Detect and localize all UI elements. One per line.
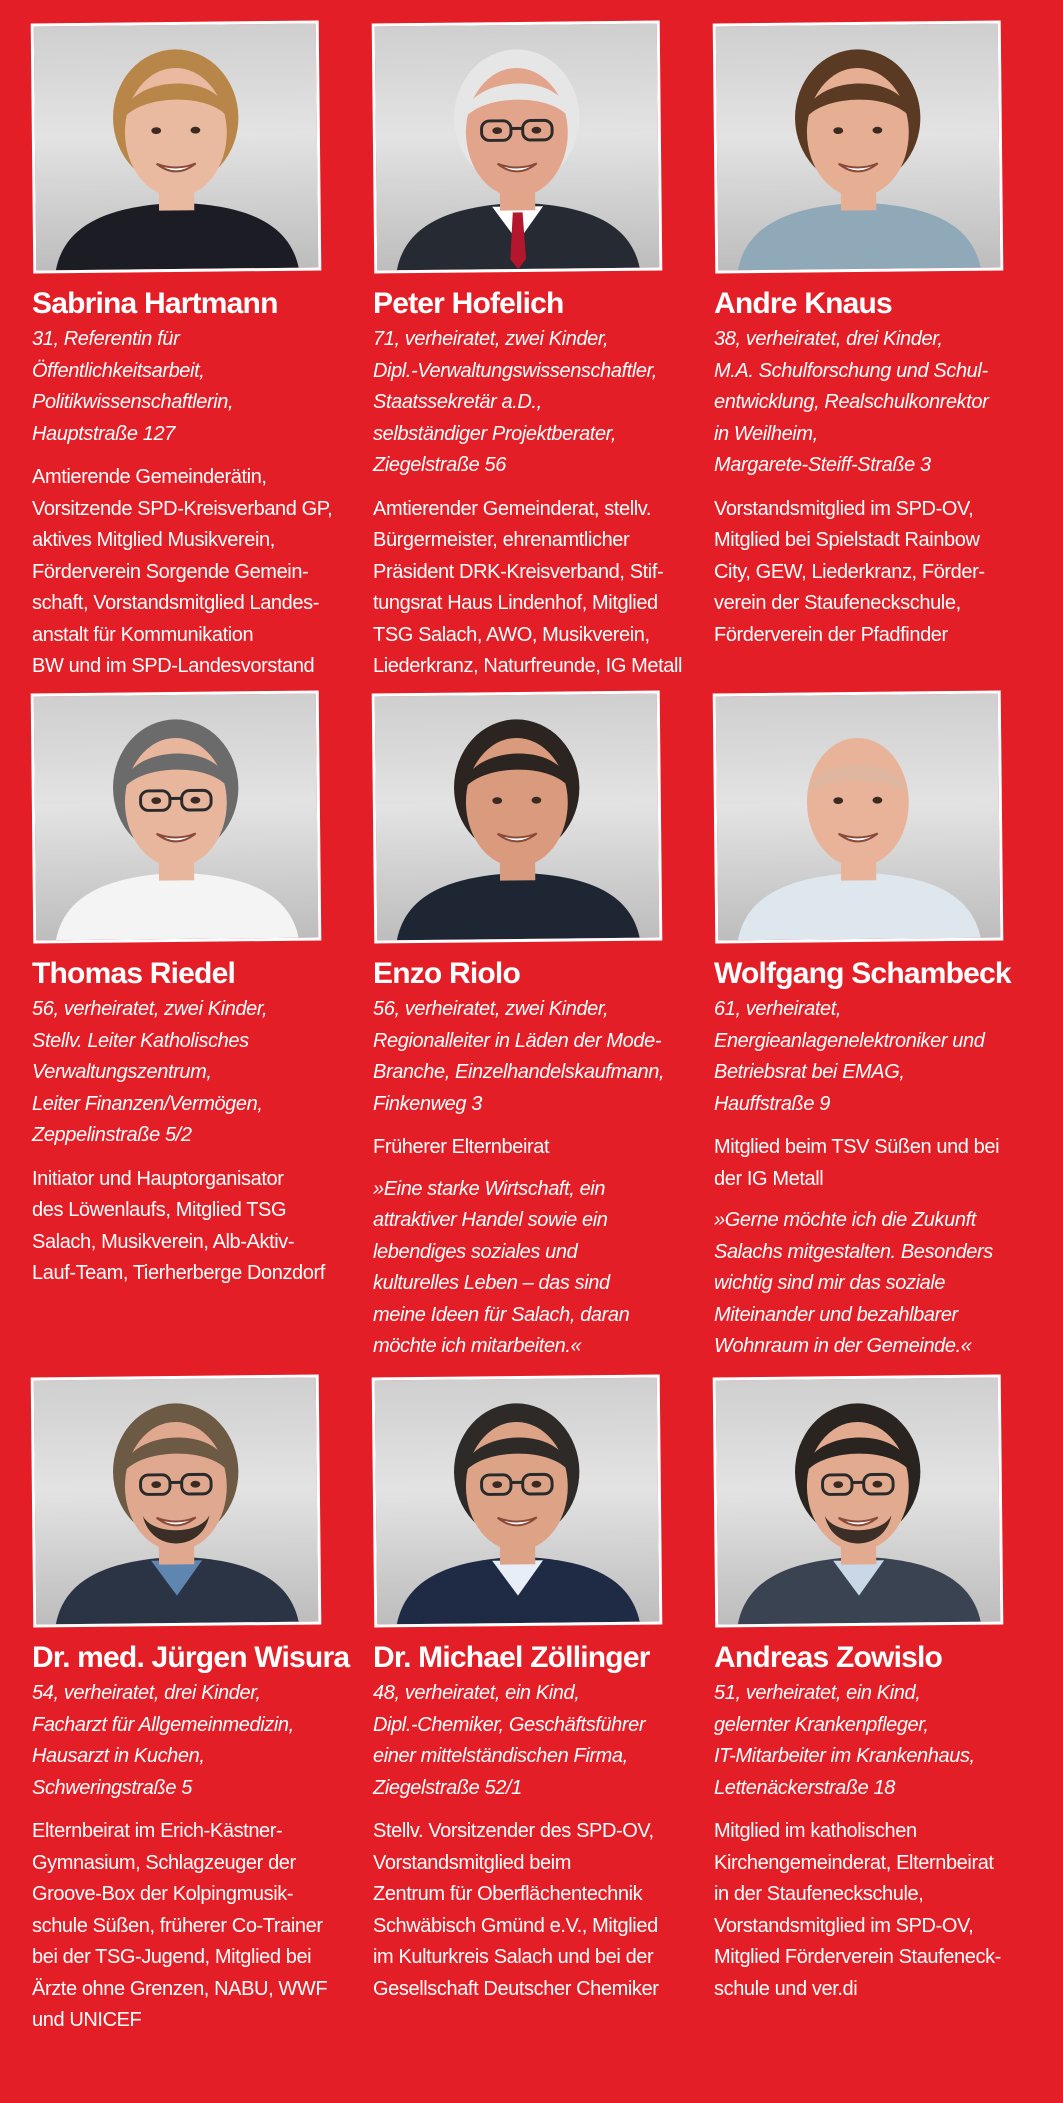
candidate-bio	[373, 1132, 714, 1164]
candidate-photo	[31, 1374, 322, 1627]
candidate-photo	[31, 690, 322, 943]
candidate-grid	[32, 22, 1042, 2076]
details-line: Zeppelinstraße 5/2	[32, 1124, 192, 1146]
bio-line: Vorstandsmitglied beim	[373, 1851, 571, 1874]
details-line: Leiter Finanzen/Vermögen,	[32, 1092, 263, 1115]
bio-line: schule Süßen, früherer Co-Trainer	[32, 1914, 323, 1937]
candidate-card	[714, 22, 1042, 692]
bio-line: Förderverein der Pfadfinder	[714, 623, 948, 646]
quote-line: Wohnraum in der Gemeinde.«	[714, 1335, 972, 1357]
candidate-details	[373, 1678, 714, 1804]
bio-line: BW und im SPD-Landesvorstand	[32, 655, 315, 677]
bio-line: Mitglied beim TSV Süßen und bei	[714, 1136, 1000, 1158]
details-line: Stellv. Leiter Katholisches	[32, 1029, 249, 1052]
candidate-name: Dr. med. Jürgen Wisura	[32, 1641, 350, 1674]
candidate-name: Wolfgang Schambeck	[714, 957, 1011, 990]
candidate-name: Thomas Riedel	[32, 957, 235, 990]
quote-line: »Eine starke Wirtschaft, ein	[373, 1177, 606, 1200]
bio-line: Bürgermeister, ehrenamtlicher	[373, 529, 630, 551]
candidate-card	[32, 22, 373, 692]
bio-line: der IG Metall	[714, 1167, 824, 1190]
candidate-photo	[713, 1374, 1004, 1627]
bio-line: Förderverein Sorgende Gemein-	[32, 560, 309, 583]
portrait-illustration	[34, 1378, 319, 1625]
candidate-name: Andreas Zowislo	[714, 1641, 943, 1674]
bio-line: Präsident DRK-Kreisverband, Stif-	[373, 560, 664, 583]
candidate-details	[32, 324, 373, 450]
details-line: 31, Referentin für	[32, 328, 180, 350]
details-line: 56, verheiratet, zwei Kinder,	[32, 998, 268, 1020]
bio-line: schaft, Vorstandsmitglied Landes-	[32, 592, 319, 614]
bio-line: Schwäbisch Gmünd e.V., Mitglied	[373, 1914, 658, 1937]
bio-line: und UNICEF	[32, 2009, 142, 2031]
bio-line: Liederkranz, Naturfreunde, IG Metall	[373, 655, 683, 677]
details-line: M.A. Schulforschung und Schul-	[714, 359, 988, 382]
candidate-name: Peter Hofelich	[373, 287, 564, 320]
bio-line: im Kulturkreis Salach und bei der	[373, 1946, 654, 1968]
details-line: Hauffstraße 9	[714, 1092, 830, 1115]
bio-line: Vorsitzende SPD-Kreisverband GP,	[32, 497, 333, 520]
quote-line: »Gerne möchte ich die Zukunft	[714, 1209, 976, 1231]
details-line: Verwaltungszentrum,	[32, 1061, 212, 1083]
bio-line: verein der Staufeneckschule,	[714, 592, 961, 614]
bio-line: bei der TSG-Jugend, Mitglied bei	[32, 1946, 312, 1968]
candidate-name: Enzo Riolo	[373, 957, 520, 990]
details-line: Schweringstraße 5	[32, 1776, 192, 1799]
candidate-details	[714, 1678, 1042, 1804]
portrait-illustration	[375, 694, 660, 941]
candidate-bio	[32, 1816, 373, 2037]
details-line: Facharzt für Allgemeinmedizin,	[32, 1713, 294, 1736]
bio-line: Mitglied bei Spielstadt Rainbow	[714, 529, 980, 551]
portrait-illustration	[375, 24, 660, 271]
bio-line: Stellv. Vorsitzender des SPD-OV,	[373, 1820, 654, 1842]
candidate-bio	[373, 494, 714, 683]
bio-line: Groove-Box der Kolpingmusik-	[32, 1883, 294, 1905]
details-line: 51, verheiratet, ein Kind,	[714, 1682, 921, 1704]
details-line: Margarete-Steiff-Straße 3	[714, 454, 931, 476]
quote-line: kulturelles Leben – das sind	[373, 1272, 610, 1294]
details-line: 61, verheiratet,	[714, 998, 842, 1020]
bio-line: Ärzte ohne Grenzen, NABU, WWF	[32, 1977, 328, 2000]
candidate-details	[32, 1678, 373, 1804]
candidate-details	[714, 324, 1042, 482]
portrait-illustration	[375, 1378, 660, 1625]
bio-line: City, GEW, Liederkranz, Förder-	[714, 560, 985, 583]
bio-line: Früherer Elternbeirat	[373, 1136, 550, 1158]
bio-line: tungsrat Haus Lindenhof, Mitglied	[373, 592, 658, 614]
bio-line: Gesellschaft Deutscher Chemiker	[373, 1977, 659, 2000]
candidate-card	[373, 22, 714, 692]
details-line: Staatssekretär a.D.,	[373, 391, 542, 413]
candidate-bio	[714, 1132, 1042, 1195]
details-line: Ziegelstraße 52/1	[373, 1776, 522, 1799]
candidate-bio	[32, 1164, 373, 1290]
candidate-photo	[372, 1374, 663, 1627]
candidate-photo	[372, 20, 663, 273]
bio-line: Zentrum für Oberflächentechnik	[373, 1883, 643, 1905]
details-line: Energieanlagenelektroniker und	[714, 1029, 985, 1052]
bio-line: Amtierender Gemeinderat, stellv.	[373, 497, 652, 520]
quote-line: wichtig sind mir das soziale	[714, 1272, 946, 1294]
candidate-photo	[713, 20, 1004, 273]
portrait-illustration	[716, 1378, 1001, 1625]
candidate-photo	[31, 20, 322, 273]
candidate-name: Dr. Michael Zöllinger	[373, 1641, 650, 1674]
bio-line: des Löwenlaufs, Mitglied TSG	[32, 1199, 287, 1221]
candidate-quote	[714, 1205, 1042, 1363]
details-line: Hauptstraße 127	[32, 422, 175, 445]
details-line: gelernter Krankenpfleger,	[714, 1713, 929, 1736]
candidate-name: Sabrina Hartmann	[32, 287, 278, 320]
candidate-photo	[713, 690, 1004, 943]
bio-line: Vorstandsmitglied im SPD-OV,	[714, 497, 974, 520]
candidate-details	[714, 994, 1042, 1120]
details-line: Branche, Einzelhandelskaufmann,	[373, 1061, 665, 1083]
quote-line: meine Ideen für Salach, daran	[373, 1303, 630, 1326]
details-line: 48, verheiratet, ein Kind,	[373, 1682, 580, 1704]
candidate-card	[32, 1376, 373, 2076]
quote-line: Miteinander und bezahlbarer	[714, 1303, 958, 1326]
bio-line: TSG Salach, AWO, Musikverein,	[373, 623, 650, 646]
candidate-details	[373, 324, 714, 482]
details-line: Ziegelstraße 56	[373, 454, 506, 476]
candidate-quote	[373, 1174, 714, 1363]
candidate-card	[32, 692, 373, 1376]
bio-line: Elternbeirat im Erich-Kästner-	[32, 1820, 283, 1842]
details-line: 54, verheiratet, drei Kinder,	[32, 1682, 261, 1704]
details-line: in Weilheim,	[714, 422, 818, 445]
candidate-bio	[32, 462, 373, 683]
bio-line: Salach, Musikverein, Alb-Aktiv-	[32, 1230, 295, 1253]
details-line: entwicklung, Realschulkonrektor	[714, 391, 989, 413]
details-line: Hausarzt in Kuchen,	[32, 1745, 205, 1767]
candidate-bio	[714, 494, 1042, 652]
quote-line: möchte ich mitarbeiten.«	[373, 1335, 582, 1357]
candidate-photo	[372, 690, 663, 943]
bio-line: anstalt für Kommunikation	[32, 623, 254, 646]
bio-line: Amtierende Gemeinderätin,	[32, 466, 267, 488]
details-line: selbständiger Projektberater,	[373, 422, 616, 445]
candidate-card	[373, 1376, 714, 2076]
candidate-card	[714, 692, 1042, 1376]
bio-line: Mitglied im katholischen	[714, 1820, 917, 1842]
details-line: 56, verheiratet, zwei Kinder,	[373, 998, 609, 1020]
details-line: Politikwissenschaftlerin,	[32, 391, 234, 413]
candidate-bio	[714, 1816, 1042, 2005]
details-line: Betriebsrat bei EMAG,	[714, 1061, 905, 1083]
bio-line: Gymnasium, Schlagzeuger der	[32, 1851, 296, 1874]
portrait-illustration	[34, 24, 319, 271]
details-line: Dipl.-Verwaltungswissenschaftler,	[373, 359, 657, 382]
details-line: 38, verheiratet, drei Kinder,	[714, 328, 943, 350]
candidate-details	[373, 994, 714, 1120]
details-line: Lettenäckerstraße 18	[714, 1776, 895, 1799]
bio-line: Lauf-Team, Tierherberge Donzdorf	[32, 1262, 325, 1284]
quote-line: attraktiver Handel sowie ein	[373, 1209, 608, 1231]
quote-line: Salachs mitgestalten. Besonders	[714, 1240, 993, 1263]
bio-line: in der Staufeneckschule,	[714, 1883, 924, 1905]
bio-line: aktives Mitglied Musikverein,	[32, 529, 275, 551]
portrait-illustration	[716, 24, 1001, 271]
bio-line: Mitglied Förderverein Staufeneck-	[714, 1946, 1001, 1968]
bio-line: schule und ver.di	[714, 1977, 858, 2000]
candidate-name: Andre Knaus	[714, 287, 892, 320]
details-line: 71, verheiratet, zwei Kinder,	[373, 328, 609, 350]
candidate-card	[373, 692, 714, 1376]
candidate-bio	[373, 1816, 714, 2005]
candidate-details	[32, 994, 373, 1152]
portrait-illustration	[34, 694, 319, 941]
bio-line: Vorstandsmitglied im SPD-OV,	[714, 1914, 974, 1937]
bio-line: Kirchengemeinderat, Elternbeirat	[714, 1851, 994, 1874]
details-line: einer mittelständischen Firma,	[373, 1745, 628, 1767]
bio-line: Initiator und Hauptorganisator	[32, 1167, 284, 1190]
details-line: Öffentlichkeitsarbeit,	[32, 359, 205, 382]
details-line: IT-Mitarbeiter im Krankenhaus,	[714, 1745, 975, 1767]
candidate-card	[714, 1376, 1042, 2076]
quote-line: lebendiges soziales und	[373, 1240, 578, 1263]
details-line: Regionalleiter in Läden der Mode-	[373, 1029, 662, 1052]
details-line: Finkenweg 3	[373, 1092, 482, 1115]
portrait-illustration	[716, 694, 1001, 941]
details-line: Dipl.-Chemiker, Geschäftsführer	[373, 1713, 646, 1736]
